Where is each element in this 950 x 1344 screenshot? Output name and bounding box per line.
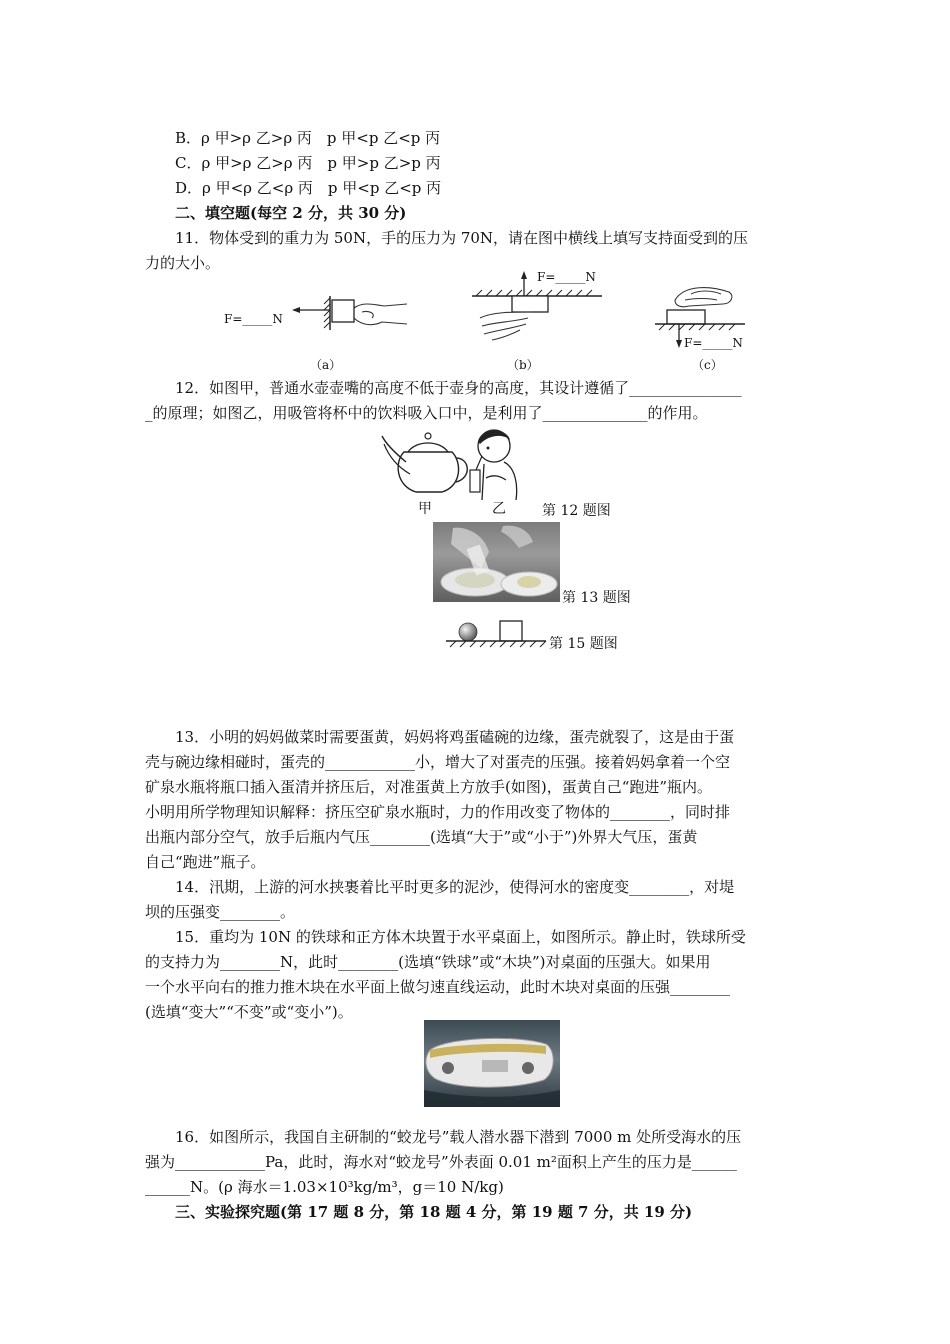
q13-line-4: 小明用所学物理知识解释：挤压空矿泉水瓶时，力的作用改变了物体的________，同时排 (145, 803, 731, 821)
q11-line-1: 11．物体受到的重力为 50N，手的压力为 70N，请在图中横线上填写支持面受到的压 (175, 229, 749, 247)
option-c-text: ρ 甲>ρ 乙>ρ 丙 p 甲>p 乙>p 丙 (201, 154, 441, 172)
q16-line-2: 强为____________Pa，此时，海水对“蛟龙号”外表面 0.01 m²面积上产生的压力是______ (145, 1153, 737, 1171)
fig11a-label: F=_____N (224, 312, 283, 326)
fig11a-caption: （a） (310, 358, 342, 372)
q13-line-6: 自己“跑进”瓶子。 (145, 853, 266, 871)
q11-line-2: 力的大小。 (145, 254, 221, 272)
q15-line-2: 的支持力为________N，此时________(选填“铁球”或“木块”)对桌面的压强大。如果用 (145, 953, 711, 971)
option-d (175, 176, 441, 200)
q16-line-1: 16．如图所示，我国自主研制的“蛟龙号”载人潜水器下潜到 7000 m 处所受海水的压 (175, 1128, 742, 1146)
section-3-heading: 三、实验探究题(第 17 题 8 分，第 18 题 4 分，第 19 题 7 分，共 19 分) (175, 1203, 693, 1221)
option-d-letter: D． (175, 179, 203, 197)
q12-line-2: _的原理；如图乙，用吸管将杯中的饮料吸入口中，是利用了______________的作用。 (145, 404, 708, 422)
q12-line-1: 12．如图甲，普通水壶壶嘴的高度不低于壶身的高度，其设计遵循了_______________ (175, 379, 742, 397)
q13-line-1: 13．小明的妈妈做菜时需要蛋黄，妈妈将鸡蛋磕碗的边缘，蛋壳就裂了，这是由于蛋 (175, 728, 735, 746)
q15-line-4: (选填“变大”“不变”或“变小”)。 (145, 1003, 353, 1021)
fig15-caption: 第 15 题图 (549, 636, 618, 652)
fig11b-caption: （b） (507, 358, 539, 372)
fig12-caption: 第 12 题图 (542, 503, 611, 519)
q14-line-1: 14．汛期，上游的河水挟裹着比平时更多的泥沙，使得河水的密度变________，对堤 (175, 878, 735, 896)
figure-12-teapot-and-boy (376, 422, 526, 502)
fig12-label-jia: 甲 (418, 501, 432, 517)
q13-line-5: 出瓶内部分空气，放手后瓶内气压________(选填“大于”或“小于”)外界大气压，蛋黄 (145, 828, 698, 846)
figure-13-photo (433, 522, 560, 602)
q13-line-2: 壳与碗边缘相碰时，蛋壳的____________小，增大了对蛋壳的压强。接着妈妈拿着一个空 (145, 753, 731, 771)
q13-line-3: 矿泉水瓶将瓶口插入蛋清并挤压后，对准蛋黄上方放手(如图)，蛋黄自己“跑进”瓶内。 (145, 778, 713, 796)
section-2-heading: 二、填空题(每空 2 分，共 30 分) (175, 204, 407, 222)
fig12-label-yi: 乙 (492, 501, 506, 517)
option-b-text: ρ 甲>ρ 乙>ρ 丙 p 甲<p 乙<p 丙 (201, 129, 441, 147)
fig11c-label: F=_____N (684, 336, 743, 350)
q15-line-1: 15．重均为 10N 的铁球和正方体木块置于水平桌面上，如图所示。静止时，铁球所受 (175, 928, 746, 946)
option-c-letter: C． (175, 154, 202, 172)
fig11b-label: F=_____N (537, 270, 596, 284)
option-c (175, 151, 441, 175)
q16-line-3: ______N。(ρ 海水＝1.03×10³kg/m³，g＝10 N/kg) (145, 1178, 504, 1196)
option-b (175, 126, 440, 150)
option-d-text: ρ 甲<ρ 乙<ρ 丙 p 甲<p 乙<p 丙 (202, 179, 442, 197)
figure-15-ball-and-block (446, 618, 548, 652)
fig13-caption: 第 13 题图 (562, 590, 631, 606)
q14-line-2: 坝的压强变________。 (145, 903, 296, 921)
q15-line-3: 一个水平向右的推力推木块在水平面上做匀速直线运动，此时木块对桌面的压强________ (145, 978, 731, 996)
figure-16-submersible-photo (424, 1020, 560, 1107)
option-b-letter: B． (175, 129, 202, 147)
fig11c-caption: （c） (692, 358, 723, 372)
